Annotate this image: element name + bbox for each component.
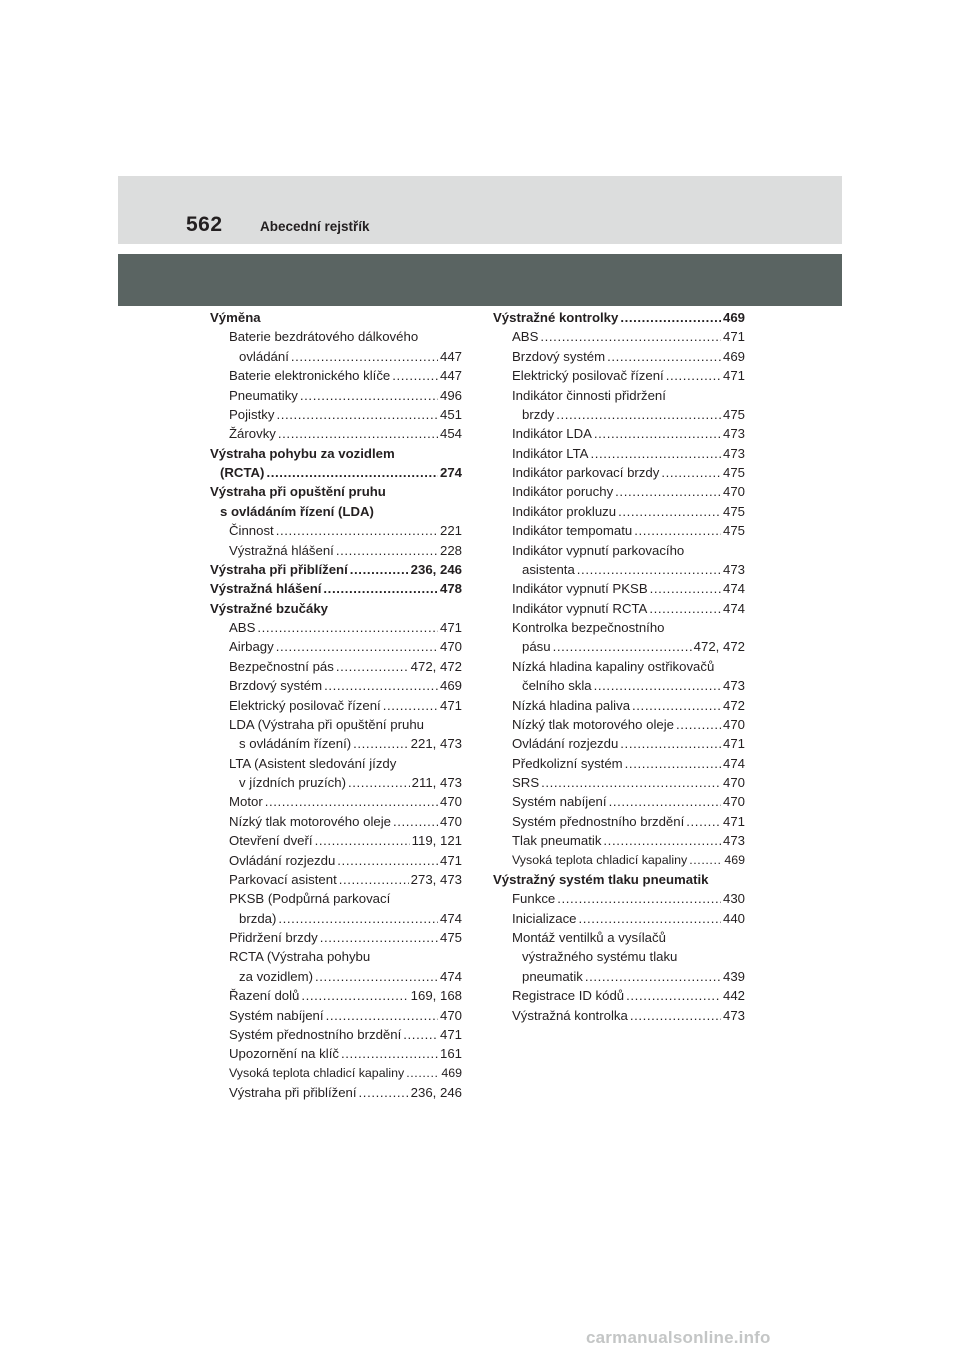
index-entry bbox=[493, 792, 745, 811]
index-entry bbox=[210, 889, 462, 908]
index-entry bbox=[210, 715, 462, 734]
index-entry-label: Indikátor tempomatu bbox=[512, 523, 633, 539]
index-entry bbox=[493, 405, 745, 424]
index-entry-label: Nízký tlak motorového oleje bbox=[229, 813, 391, 829]
index-entry-label: Vysoká teplota chladicí kapaliny bbox=[229, 1065, 405, 1080]
index-entry-page[interactable]: 439 bbox=[722, 968, 745, 984]
index-entry-label: Elektrický posilovač řízení bbox=[229, 697, 381, 713]
dot-leader bbox=[553, 637, 692, 656]
index-entry bbox=[493, 870, 745, 889]
index-entry-label: za vozidlem) bbox=[239, 968, 314, 984]
index-entry-label: Indikátor činnosti přidržení bbox=[512, 387, 666, 403]
dot-leader bbox=[315, 831, 410, 850]
index-entry-label: Funkce bbox=[512, 891, 556, 907]
index-entry-label: Indikátor LTA bbox=[512, 445, 589, 461]
index-entry bbox=[210, 502, 462, 521]
index-entry-label: Indikátor poruchy bbox=[512, 484, 614, 500]
index-entry-label: Přidržení brzdy bbox=[229, 930, 318, 945]
dot-leader bbox=[300, 386, 438, 405]
index-entry bbox=[493, 327, 745, 346]
dot-leader bbox=[620, 308, 721, 327]
index-entry-label: Výstraha pohybu za vozidlem bbox=[210, 445, 395, 461]
index-entry bbox=[493, 967, 745, 986]
index-entry bbox=[210, 986, 462, 1005]
dot-leader bbox=[336, 541, 438, 560]
dot-leader bbox=[650, 579, 721, 598]
index-entry-page[interactable]: 478 bbox=[439, 581, 462, 597]
index-entry bbox=[210, 754, 462, 773]
index-entry-page[interactable]: 471 bbox=[722, 813, 745, 829]
dot-leader bbox=[649, 599, 721, 618]
index-entry bbox=[210, 696, 462, 715]
dot-leader bbox=[320, 928, 438, 947]
index-entry-label: ABS bbox=[229, 620, 256, 635]
index-entry bbox=[210, 541, 462, 560]
index-entry-label: čelního skla bbox=[522, 678, 592, 694]
index-entry-label: Montáž ventilků a vysílačů bbox=[512, 930, 666, 945]
index-entry-page[interactable]: 473 bbox=[722, 561, 745, 577]
dot-leader bbox=[278, 909, 438, 928]
dot-leader bbox=[632, 696, 721, 715]
index-entry bbox=[493, 424, 745, 443]
index-entry bbox=[210, 618, 462, 637]
index-entry bbox=[493, 482, 745, 501]
index-entry bbox=[493, 560, 745, 579]
index-entry-label: Výstraha při přiblížení bbox=[210, 561, 348, 577]
dot-leader bbox=[620, 734, 721, 753]
index-entry-label: Systém přednostního brzdění bbox=[229, 1026, 402, 1042]
dot-leader bbox=[383, 696, 438, 715]
index-entry-page[interactable]: 470 bbox=[722, 716, 745, 732]
index-entry-page[interactable]: 447 bbox=[439, 348, 462, 364]
index-entry-page[interactable]: 161 bbox=[439, 1046, 462, 1062]
index-entry-page[interactable]: 447 bbox=[439, 368, 462, 384]
dot-leader bbox=[607, 347, 721, 366]
index-entry-page[interactable]: 474 bbox=[722, 600, 745, 616]
index-entry-label: SRS bbox=[512, 775, 540, 790]
index-entry-page[interactable]: 475 bbox=[722, 503, 745, 519]
index-entry bbox=[210, 637, 462, 656]
index-entry-page[interactable]: 473 bbox=[722, 833, 745, 849]
index-entry bbox=[210, 676, 462, 695]
index-entry-page[interactable]: 440 bbox=[722, 910, 745, 926]
index-entry-label: Systém nabíjení bbox=[512, 794, 607, 810]
page-number: 562 bbox=[186, 213, 223, 236]
dot-leader bbox=[278, 424, 438, 443]
index-entry-label: ABS bbox=[512, 329, 539, 345]
index-entry-page[interactable]: 472, 472 bbox=[693, 639, 745, 655]
index-entry bbox=[493, 715, 745, 734]
dot-leader bbox=[615, 482, 721, 501]
dot-leader bbox=[626, 986, 721, 1005]
index-entry-page[interactable]: 472 bbox=[722, 697, 745, 713]
index-entry bbox=[493, 541, 745, 560]
dot-leader bbox=[337, 851, 438, 870]
dot-leader bbox=[266, 463, 438, 482]
index-entry-page[interactable]: 469 bbox=[441, 1065, 462, 1080]
index-entry-label: výstražného systému tlaku bbox=[522, 949, 678, 965]
index-entry-label: Výstražný systém tlaku pneumatik bbox=[493, 871, 709, 887]
index-entry-label: Předkolizní systém bbox=[512, 755, 623, 771]
index-entry-page[interactable]: 451 bbox=[439, 406, 462, 422]
index-entry-label: brzda) bbox=[239, 910, 277, 926]
index-entry-page[interactable]: 471 bbox=[722, 368, 745, 384]
header-band bbox=[118, 176, 842, 244]
index-entry-page[interactable]: 472, 472 bbox=[410, 658, 462, 674]
dot-leader bbox=[689, 851, 722, 870]
index-entry-page[interactable]: 236, 246 bbox=[410, 561, 462, 577]
index-entry-label: LDA (Výstraha při opuštění pruhu bbox=[229, 716, 424, 732]
index-entry bbox=[493, 851, 745, 870]
index-entry-label: Upozornění na klíč bbox=[229, 1046, 339, 1062]
index-entry bbox=[493, 676, 745, 695]
index-entry-label: Indikátor parkovací brzdy bbox=[512, 465, 660, 480]
dot-leader bbox=[393, 812, 438, 831]
index-entry-page[interactable]: 475 bbox=[722, 406, 745, 422]
dot-leader bbox=[406, 1064, 439, 1083]
index-entry bbox=[210, 405, 462, 424]
index-entry-label: Indikátor prokluzu bbox=[512, 503, 617, 519]
index-entry-page[interactable]: 474 bbox=[722, 755, 745, 771]
index-entry-label: Otevření dveří bbox=[229, 833, 313, 849]
index-entry-label: Elektrický posilovač řízení bbox=[512, 368, 664, 384]
index-entry bbox=[210, 1006, 462, 1025]
dot-leader bbox=[625, 754, 721, 773]
index-entry-label: pásu bbox=[522, 639, 551, 655]
index-entry bbox=[493, 502, 745, 521]
index-entry-label: Motor bbox=[229, 794, 263, 810]
index-entry-label: Indikátor vypnutí PKSB bbox=[512, 581, 648, 597]
index-entry bbox=[493, 889, 745, 908]
index-entry-page[interactable]: 211, 473 bbox=[411, 775, 462, 790]
index-entry-page[interactable]: 470 bbox=[722, 484, 745, 500]
index-entry-page[interactable]: 470 bbox=[439, 813, 462, 829]
dot-leader bbox=[257, 618, 438, 637]
index-entry bbox=[210, 1064, 462, 1083]
dot-leader bbox=[315, 967, 438, 986]
dot-leader bbox=[403, 1025, 438, 1044]
index-entry-page[interactable]: 221, 473 bbox=[410, 736, 462, 752]
dot-leader bbox=[540, 327, 721, 346]
index-entry-page[interactable]: 169, 168 bbox=[410, 988, 462, 1004]
index-entry-page[interactable]: 442 bbox=[722, 988, 745, 1004]
index-entry-label: Inicializace bbox=[512, 910, 577, 926]
index-entry-label: v jízdních pruzích) bbox=[239, 775, 347, 790]
index-entry-page[interactable]: 221 bbox=[439, 523, 462, 539]
index-entry-page[interactable]: 473 bbox=[722, 445, 745, 461]
index-entry-label: Výstraha při opuštění pruhu bbox=[210, 484, 386, 500]
index-entry-label: Parkovací asistent bbox=[229, 871, 337, 887]
dot-leader bbox=[579, 909, 721, 928]
dot-leader bbox=[666, 366, 721, 385]
dot-leader bbox=[686, 812, 721, 831]
index-entry-label: Airbagy bbox=[229, 639, 274, 655]
index-entry-page[interactable]: 474 bbox=[439, 968, 462, 984]
index-entry bbox=[210, 444, 462, 463]
dot-leader bbox=[326, 1006, 438, 1025]
index-entry bbox=[493, 754, 745, 773]
index-entry bbox=[210, 831, 462, 850]
index-entry-page[interactable]: 469 bbox=[439, 678, 462, 694]
index-entry-page[interactable]: 470 bbox=[439, 1007, 462, 1023]
index-entry-label: ovládání bbox=[239, 348, 289, 364]
index-entry bbox=[210, 347, 462, 366]
index-entry bbox=[210, 657, 462, 676]
index-entry-page[interactable]: 471 bbox=[439, 852, 462, 868]
dot-leader bbox=[291, 347, 438, 366]
index-entry bbox=[210, 521, 462, 540]
index-entry bbox=[210, 1044, 462, 1063]
index-entry-page[interactable]: 475 bbox=[722, 465, 745, 480]
dot-leader bbox=[324, 676, 438, 695]
index-entry bbox=[210, 463, 462, 482]
dot-leader bbox=[609, 792, 721, 811]
index-entry bbox=[493, 812, 745, 831]
index-entry-page[interactable]: 471 bbox=[439, 697, 462, 713]
index-entry bbox=[210, 482, 462, 501]
dot-leader bbox=[541, 773, 721, 792]
dot-leader bbox=[557, 889, 721, 908]
index-entry-page[interactable]: 469 bbox=[722, 348, 745, 364]
index-entry bbox=[493, 444, 745, 463]
index-entry bbox=[210, 308, 462, 327]
index-entry bbox=[210, 579, 462, 598]
index-entry bbox=[493, 657, 745, 676]
dot-leader bbox=[594, 676, 721, 695]
watermark: carmanualsonline.info bbox=[586, 1328, 771, 1347]
index-entry bbox=[210, 366, 462, 385]
index-entry-label: (RCTA) bbox=[220, 465, 265, 480]
index-entry-page[interactable]: 475 bbox=[722, 523, 745, 539]
index-entry bbox=[210, 599, 462, 618]
index-entry bbox=[210, 1025, 462, 1044]
index-entry-label: Výstražná hlášení bbox=[210, 581, 322, 597]
dot-leader bbox=[276, 637, 438, 656]
index-entry-label: LTA (Asistent sledování jízdy bbox=[229, 755, 397, 771]
dot-leader bbox=[392, 366, 438, 385]
index-entry-page[interactable]: 473 bbox=[722, 1007, 745, 1023]
index-entry-label: RCTA (Výstraha pohybu bbox=[229, 949, 371, 965]
index-entry-label: Výstražná kontrolka bbox=[512, 1007, 628, 1023]
index-entry-page[interactable]: 470 bbox=[722, 794, 745, 810]
index-entry-label: Indikátor vypnutí RCTA bbox=[512, 600, 648, 616]
index-entry-label: Systém přednostního brzdění bbox=[512, 813, 685, 829]
dot-leader bbox=[341, 1044, 438, 1063]
index-entry bbox=[493, 599, 745, 618]
index-entry bbox=[493, 386, 745, 405]
dot-leader bbox=[336, 657, 409, 676]
index-entry bbox=[210, 812, 462, 831]
index-entry bbox=[210, 967, 462, 986]
dot-leader bbox=[630, 1006, 721, 1025]
dot-leader bbox=[276, 521, 438, 540]
index-entry bbox=[493, 773, 745, 792]
index-entry-label: Baterie elektronického klíče bbox=[229, 368, 391, 384]
index-entry-page[interactable]: 496 bbox=[439, 387, 462, 403]
index-entry-page[interactable]: 469 bbox=[722, 310, 745, 325]
index-entry-label: Řazení dolů bbox=[229, 988, 300, 1004]
index-entry bbox=[493, 696, 745, 715]
dot-leader bbox=[594, 424, 721, 443]
index-entry-page[interactable]: 469 bbox=[724, 852, 745, 867]
index-entry-page[interactable]: 470 bbox=[439, 794, 462, 810]
index-entry-label: Kontrolka bezpečnostního bbox=[512, 620, 665, 635]
index-entry-page[interactable]: 228 bbox=[439, 542, 462, 558]
section-band bbox=[118, 254, 842, 306]
dot-leader bbox=[661, 463, 721, 482]
index-entry bbox=[493, 366, 745, 385]
index-entry-label: s ovládáním řízení (LDA) bbox=[220, 503, 374, 519]
index-entry bbox=[210, 327, 462, 346]
index-entry-page[interactable]: 475 bbox=[439, 930, 462, 945]
index-entry-page[interactable]: 471 bbox=[722, 329, 745, 345]
index-entry bbox=[210, 1083, 462, 1102]
index-entry bbox=[493, 347, 745, 366]
index-entry-page[interactable]: 474 bbox=[439, 910, 462, 926]
index-entry-label: Výstražná hlášení bbox=[229, 542, 334, 558]
index-entry bbox=[493, 928, 745, 947]
dot-leader bbox=[676, 715, 721, 734]
index-entry-label: Pojistky bbox=[229, 406, 275, 422]
index-entry-page[interactable]: 430 bbox=[722, 891, 745, 907]
index-entry-page[interactable]: 119, 121 bbox=[411, 833, 462, 849]
dot-leader bbox=[618, 502, 721, 521]
dot-leader bbox=[353, 734, 409, 753]
index-entry-label: Systém nabíjení bbox=[229, 1007, 324, 1023]
index-entry bbox=[210, 870, 462, 889]
dot-leader bbox=[634, 521, 721, 540]
index-entry-page[interactable]: 471 bbox=[439, 620, 462, 635]
index-entry-label: Registrace ID kódů bbox=[512, 988, 625, 1004]
index-entry-label: s ovládáním řízení) bbox=[239, 736, 352, 752]
index-entry-label: Tlak pneumatik bbox=[512, 833, 602, 849]
index-entry bbox=[493, 618, 745, 637]
index-entry-label: Brzdový systém bbox=[229, 678, 323, 694]
dot-leader bbox=[350, 560, 409, 579]
dot-leader bbox=[301, 986, 408, 1005]
index-entry bbox=[210, 773, 462, 792]
index-entry bbox=[493, 1006, 745, 1025]
index-entry bbox=[493, 521, 745, 540]
index-entry-page[interactable]: 274 bbox=[439, 465, 462, 480]
index-entry-page[interactable]: 470 bbox=[439, 639, 462, 655]
index-entry-page[interactable]: 473 bbox=[722, 678, 745, 694]
dot-leader bbox=[590, 444, 721, 463]
index-entry bbox=[493, 579, 745, 598]
dot-leader bbox=[339, 870, 409, 889]
index-entry-label: Výstraha při přiblížení bbox=[229, 1085, 357, 1100]
index-entry bbox=[210, 734, 462, 753]
index-column-left bbox=[210, 308, 462, 1102]
index-entry bbox=[210, 909, 462, 928]
index-entry-label: Činnost bbox=[229, 523, 274, 539]
index-entry-label: asistenta bbox=[522, 561, 575, 577]
index-entry-page[interactable]: 454 bbox=[439, 426, 462, 442]
index-entry bbox=[493, 831, 745, 850]
index-entry-label: PKSB (Podpůrná parkovací bbox=[229, 891, 391, 907]
index-entry bbox=[493, 986, 745, 1005]
index-entry-label: Brzdový systém bbox=[512, 348, 606, 364]
index-entry-label: Bezpečnostní pás bbox=[229, 658, 334, 674]
index-entry bbox=[493, 734, 745, 753]
dot-leader bbox=[323, 579, 438, 598]
index-entry bbox=[210, 792, 462, 811]
index-entry bbox=[210, 386, 462, 405]
index-entry-label: Výměna bbox=[210, 310, 261, 325]
dot-leader bbox=[585, 967, 721, 986]
index-entry-label: Žárovky bbox=[229, 426, 276, 442]
index-column-right bbox=[493, 308, 745, 1025]
index-entry-page[interactable]: 474 bbox=[722, 581, 745, 597]
index-entry bbox=[210, 560, 462, 579]
index-entry-page[interactable]: 470 bbox=[722, 775, 745, 790]
index-entry-page[interactable]: 236, 246 bbox=[410, 1085, 462, 1100]
index-entry bbox=[210, 424, 462, 443]
dot-leader bbox=[359, 1083, 409, 1102]
index-entry bbox=[493, 637, 745, 656]
index-entry-label: Výstražné bzučáky bbox=[210, 600, 329, 616]
section-title: Abecední rejstřík bbox=[260, 219, 370, 234]
dot-leader bbox=[603, 831, 721, 850]
index-entry-label: Pneumatiky bbox=[229, 387, 298, 403]
index-entry-label: Vysoká teplota chladicí kapaliny bbox=[512, 852, 688, 867]
index-entry-label: Ovládání rozjezdu bbox=[229, 852, 336, 868]
index-entry-page[interactable]: 273, 473 bbox=[410, 871, 462, 887]
index-entry-page[interactable]: 471 bbox=[439, 1026, 462, 1042]
index-entry-label: Nízká hladina paliva bbox=[512, 697, 631, 713]
index-entry bbox=[210, 947, 462, 966]
index-entry-label: Výstražné kontrolky bbox=[493, 310, 619, 325]
dot-leader bbox=[276, 405, 438, 424]
dot-leader bbox=[577, 560, 721, 579]
index-entry-label: Nízký tlak motorového oleje bbox=[512, 716, 674, 732]
index-entry-label: brzdy bbox=[522, 406, 555, 422]
index-entry-label: Nízká hladina kapaliny ostřikovačů bbox=[512, 658, 715, 674]
dot-leader bbox=[265, 792, 438, 811]
index-entry bbox=[210, 928, 462, 947]
dot-leader bbox=[556, 405, 721, 424]
index-entry-label: Indikátor LDA bbox=[512, 426, 592, 442]
index-entry-label: Indikátor vypnutí parkovacího bbox=[512, 542, 685, 558]
index-entry bbox=[493, 463, 745, 482]
index-entry bbox=[493, 909, 745, 928]
index-entry-page[interactable]: 473 bbox=[722, 426, 745, 442]
index-entry bbox=[210, 851, 462, 870]
index-entry-page[interactable]: 471 bbox=[722, 736, 745, 752]
index-entry bbox=[493, 947, 745, 966]
index-entry-label: pneumatik bbox=[522, 968, 583, 984]
index-entry-label: Ovládání rozjezdu bbox=[512, 736, 619, 752]
index-entry-label: Baterie bezdrátového dálkového bbox=[229, 329, 419, 345]
index-entry bbox=[493, 308, 745, 327]
dot-leader bbox=[348, 773, 410, 792]
